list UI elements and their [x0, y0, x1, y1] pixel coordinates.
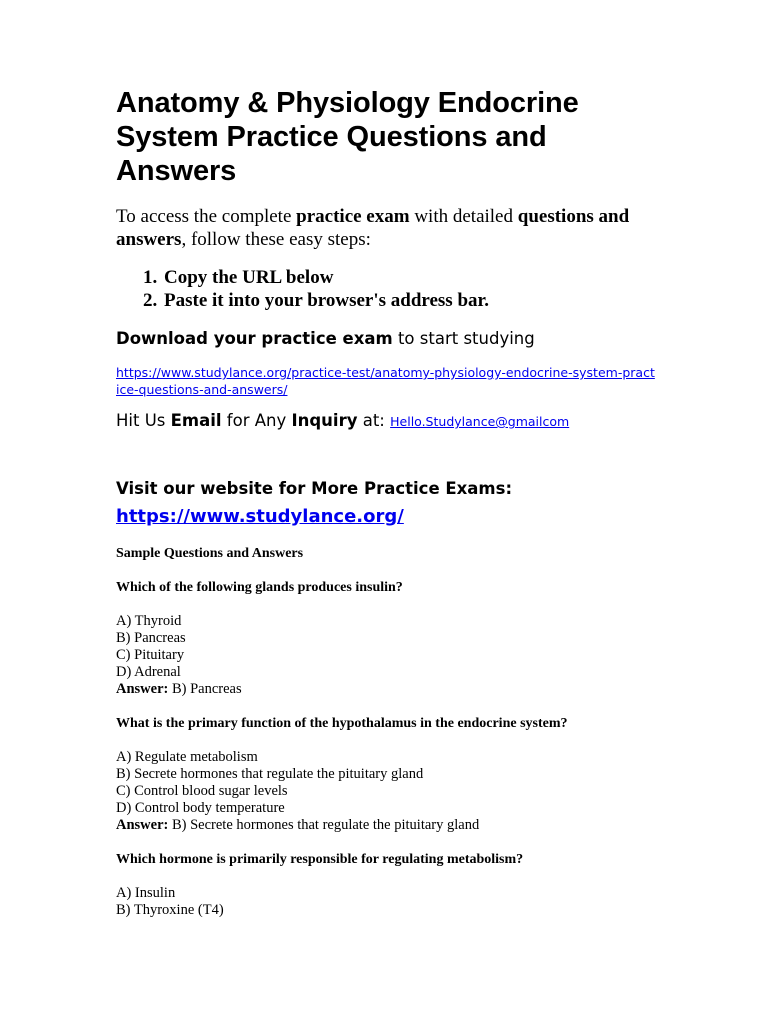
option-item: D) Adrenal: [116, 664, 181, 680]
intro-paragraph: [116, 205, 656, 251]
option-item: A) Insulin: [116, 885, 176, 901]
step-item: 2. Paste it into your browser's address bar.: [162, 289, 656, 312]
question-options: [116, 613, 656, 698]
answer-label: Answer:: [116, 681, 169, 697]
option-item: D) Control body temperature: [116, 800, 285, 816]
answer-value: B) Pancreas: [168, 681, 242, 697]
intro-bold-1: practice exam: [296, 206, 410, 227]
document-page: [116, 86, 656, 936]
question-options: [116, 885, 656, 919]
question-text: Which hormone is primarily responsible for regulating metabolism?: [116, 852, 524, 867]
intro-bold-2: questions and answers: [116, 206, 630, 250]
download-text: to start studying: [392, 329, 535, 348]
option-item: A) Regulate metabolism: [116, 749, 258, 765]
page-title: Anatomy & Physiology Endocrine System Practice Questions and Answers: [116, 87, 579, 187]
question-text: Which of the following glands produces insulin?: [116, 580, 403, 595]
website-link[interactable]: https://www.studylance.org/: [116, 506, 404, 527]
contact-bold-email: Email: [170, 411, 222, 430]
contact-bold-inquiry: Inquiry: [291, 411, 358, 430]
visit-heading: Visit our website for More Practice Exams:: [116, 479, 513, 498]
contact-text-1: Hit Us: [116, 411, 171, 430]
intro-text-3: , follow these easy steps:: [181, 229, 371, 250]
question-text: What is the primary function of the hypothalamus in the endocrine system?: [116, 716, 568, 731]
contact-text-2: for Any: [221, 411, 292, 430]
option-item: B) Pancreas: [116, 630, 186, 646]
option-item: C) Control blood sugar levels: [116, 783, 288, 799]
intro-text-1: To access the complete: [116, 206, 297, 227]
steps-list: [116, 266, 656, 312]
contact-text-3: at:: [357, 411, 391, 430]
email-link[interactable]: Hello.Studylance@gmailcom: [390, 414, 570, 429]
question-options: [116, 749, 656, 834]
answer-value: B) Secrete hormones that regulate the pituitary gland: [168, 817, 480, 833]
option-item: B) Secrete hormones that regulate the pituitary gland: [116, 766, 424, 782]
answer-line: [116, 817, 656, 834]
section-title: Sample Questions and Answers: [116, 546, 304, 561]
step-item: 1. Copy the URL below: [162, 266, 656, 289]
practice-url-link[interactable]: https://www.studylance.org/practice-test/anatomy-physiology-endocrine-system-practice-questions-and-answers/: [116, 365, 655, 397]
intro-text-2: with detailed: [409, 206, 518, 227]
option-item: A) Thyroid: [116, 613, 182, 629]
visit-block: [116, 475, 656, 531]
download-line: [116, 328, 656, 350]
answer-label: Answer:: [116, 817, 169, 833]
download-bold: Download your practice exam: [116, 329, 393, 348]
answer-line: [116, 681, 656, 698]
contact-line: [116, 410, 656, 433]
option-item: B) Thyroxine (T4): [116, 902, 224, 918]
option-item: C) Pituitary: [116, 647, 185, 663]
